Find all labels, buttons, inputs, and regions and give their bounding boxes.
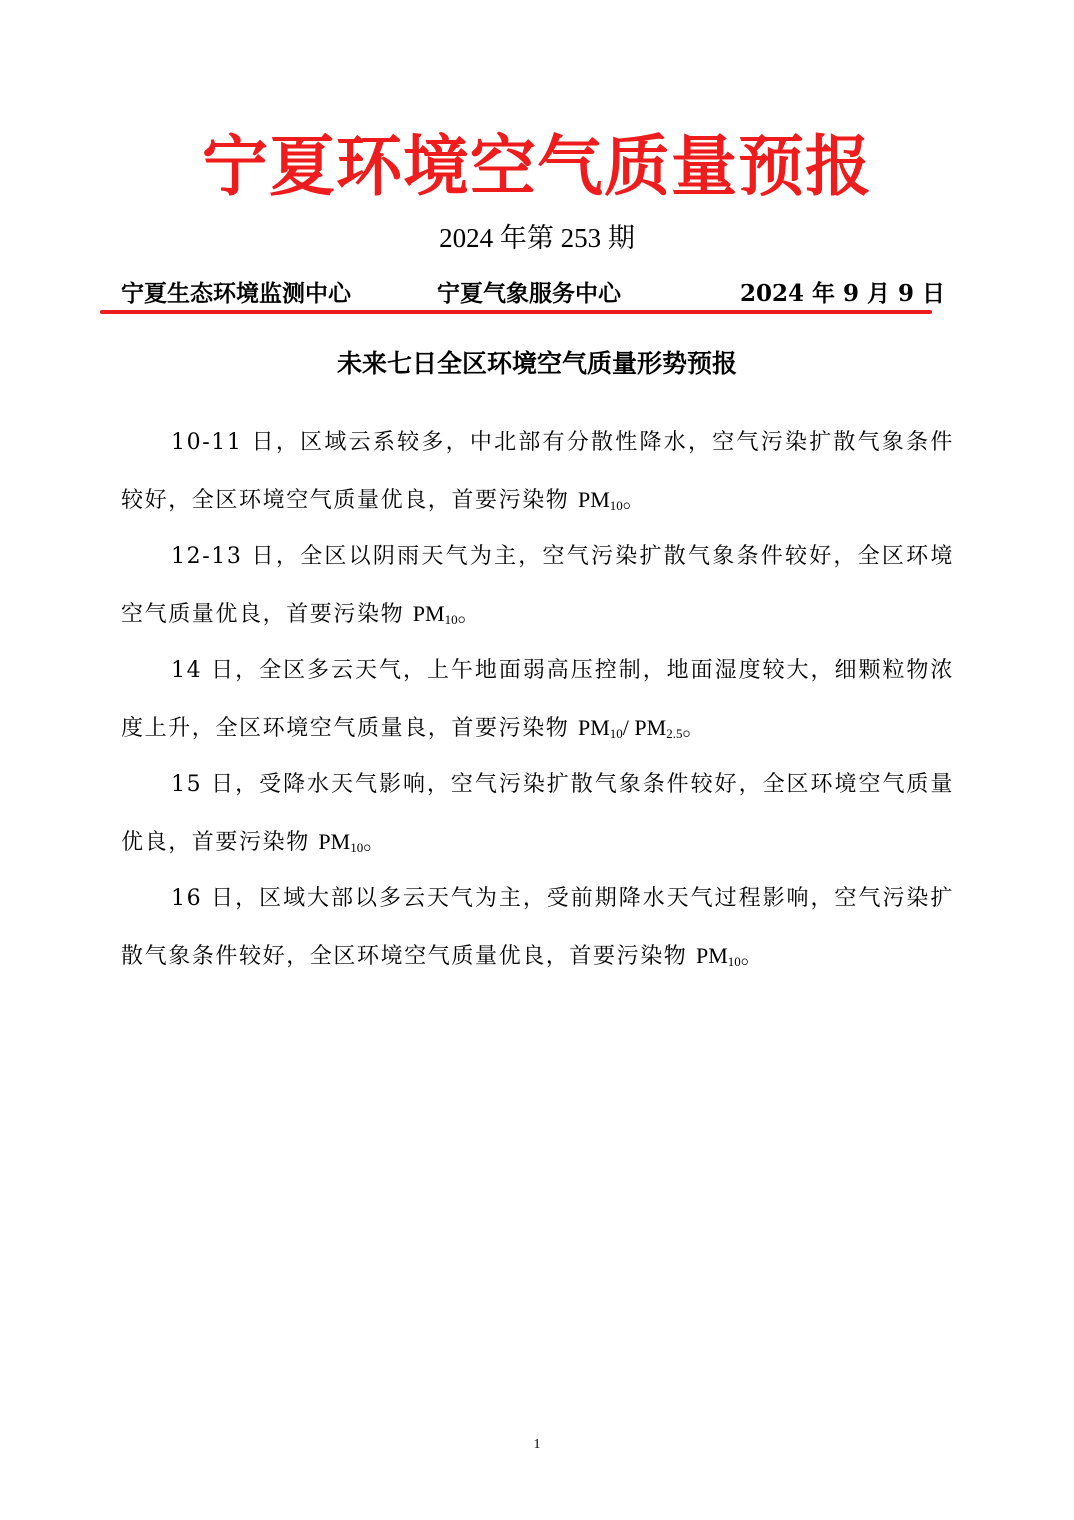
- forecast-paragraph-5: 16 日，区域大部以多云天气为主，受前期降水天气过程影响，空气污染扩散气象条件较好，全区环境空气质量优良，首要污染物 $PM_{10}$。: [121, 886, 954, 969]
- issue-date: 2024 年 9 月 9 日: [740, 280, 946, 307]
- forecast-paragraph-3: 14 日，全区多云天气，上午地面弱高压控制，地面湿度较大，细颗粒物浓度上升，全区环境空气质量良，首要污染物 $PM_{10}/$ $PM_{2.5}$。: [121, 658, 954, 741]
- pollutant-pm10: $PM_{10}$: [696, 942, 741, 969]
- forecast-paragraph-4: 15 日，受降水天气影响，空气污染扩散气象条件较好，全区环境空气质量优良，首要污染物 $PM_{10}$。: [121, 772, 954, 855]
- pollutant-pm10: $PM_{10}$: [578, 486, 623, 513]
- forecast-paragraph-1: 10-11 日，区域云系较多，中北部有分散性降水，空气污染扩散气象条件较好，全区环境空气质量优良，首要污染物 $PM_{10}$。: [121, 430, 954, 513]
- pollutant-pm10: $PM_{10}$: [578, 714, 623, 741]
- red-divider: [100, 310, 932, 314]
- pollutant-pm10: $PM_{10}$: [318, 828, 364, 855]
- forecast-body: [121, 415, 954, 985]
- meteorological-service-center: 宁夏气象服务中心: [437, 280, 621, 307]
- eco-monitoring-center: 宁夏生态环境监测中心: [121, 280, 351, 307]
- pollutant-pm25: $PM_{2.5}$: [634, 714, 683, 741]
- pollutant-pm10: $PM_{10}$: [412, 600, 458, 627]
- issue-number: 2024 年第 253 期: [439, 223, 635, 253]
- masthead-title: 宁夏环境空气质量预报: [202, 127, 872, 205]
- forecast-paragraph-2: 12-13 日，全区以阴雨天气为主，空气污染扩散气象条件较好，全区环境空气质量优良，首要污染物 $PM_{10}$。: [121, 544, 954, 627]
- section-title: 未来七日全区环境空气质量形势预报: [336, 349, 737, 378]
- page-number: 1: [533, 1437, 541, 1452]
